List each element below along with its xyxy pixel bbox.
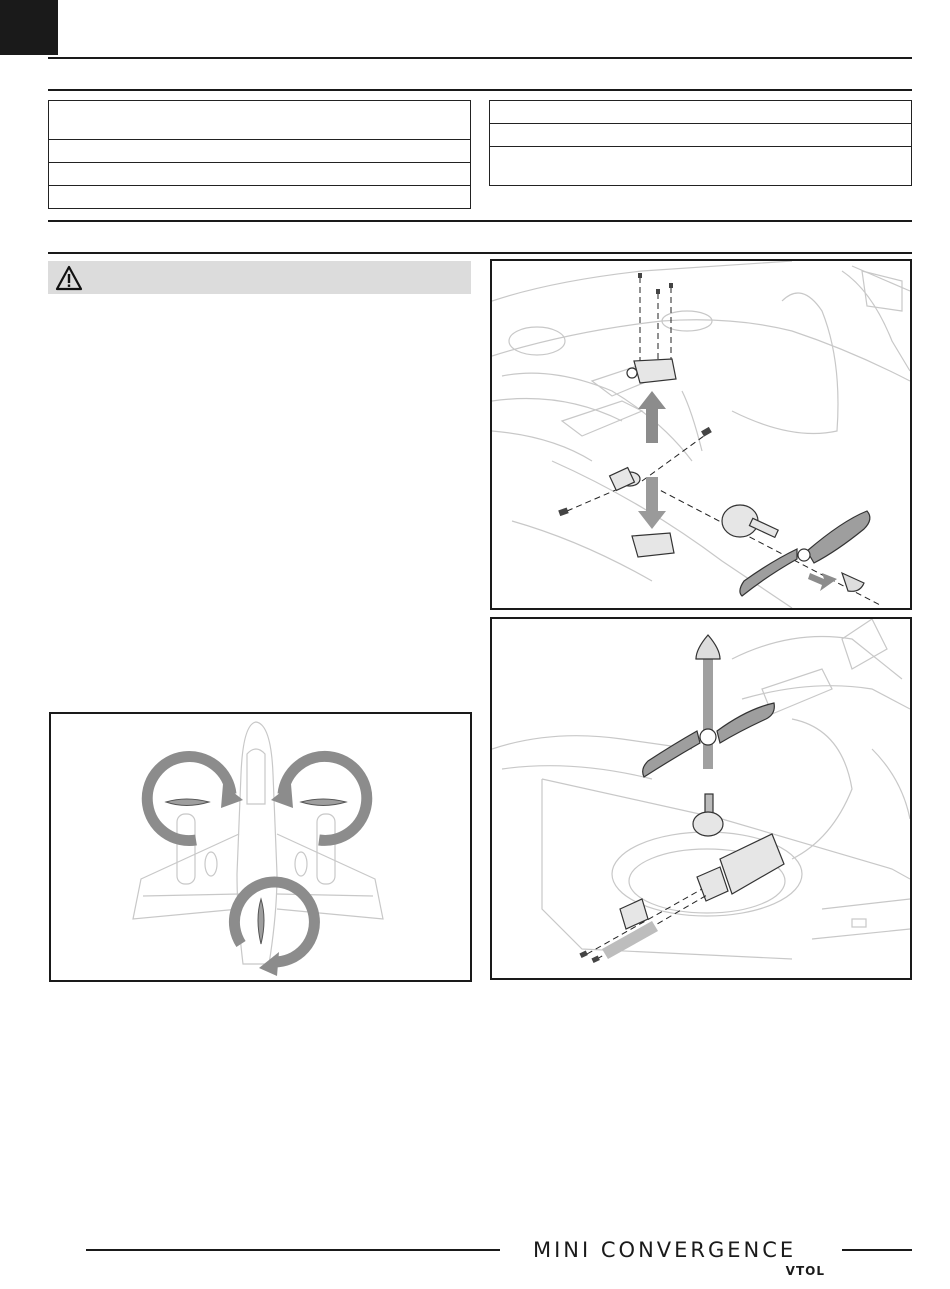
header-rule bbox=[48, 57, 912, 59]
tail-motor-illustration bbox=[492, 619, 910, 978]
section-rule-top bbox=[48, 89, 912, 91]
right-table-row bbox=[489, 146, 912, 186]
left-table bbox=[48, 100, 471, 209]
section-rule-lower bbox=[48, 252, 912, 254]
brand-name: MINI CONVERGENCE bbox=[533, 1238, 797, 1262]
rotation-clockwise-icon bbox=[271, 756, 367, 840]
rotation-clockwise-icon bbox=[234, 882, 314, 976]
figure-propeller-rotation bbox=[49, 712, 472, 982]
rotation-diagram bbox=[51, 714, 470, 980]
brand-subtitle: VTOL bbox=[785, 1264, 825, 1278]
right-table-row bbox=[489, 100, 912, 124]
right-table-row bbox=[489, 123, 912, 147]
left-table-row bbox=[48, 139, 471, 163]
spinner-icon bbox=[696, 635, 720, 659]
footer-rule-right bbox=[842, 1249, 912, 1251]
motor-mount-top bbox=[627, 359, 676, 383]
warning-bar bbox=[48, 261, 471, 294]
motor-removal-illustration bbox=[492, 261, 910, 608]
brand-logo bbox=[533, 1238, 833, 1286]
figure-motor-removal bbox=[490, 259, 912, 610]
arrow-down-icon bbox=[638, 477, 666, 529]
spinner-icon bbox=[842, 573, 864, 591]
left-table-row bbox=[48, 185, 471, 209]
footer-rule-left bbox=[86, 1249, 500, 1251]
right-table bbox=[489, 100, 912, 186]
page-tab bbox=[0, 0, 58, 55]
left-table-row bbox=[48, 100, 471, 140]
warning-triangle-icon bbox=[55, 265, 83, 291]
arrow-up-icon bbox=[638, 391, 666, 443]
left-table-row bbox=[48, 162, 471, 186]
figure-tail-motor-removal bbox=[490, 617, 912, 980]
section-rule-middle bbox=[48, 220, 912, 222]
